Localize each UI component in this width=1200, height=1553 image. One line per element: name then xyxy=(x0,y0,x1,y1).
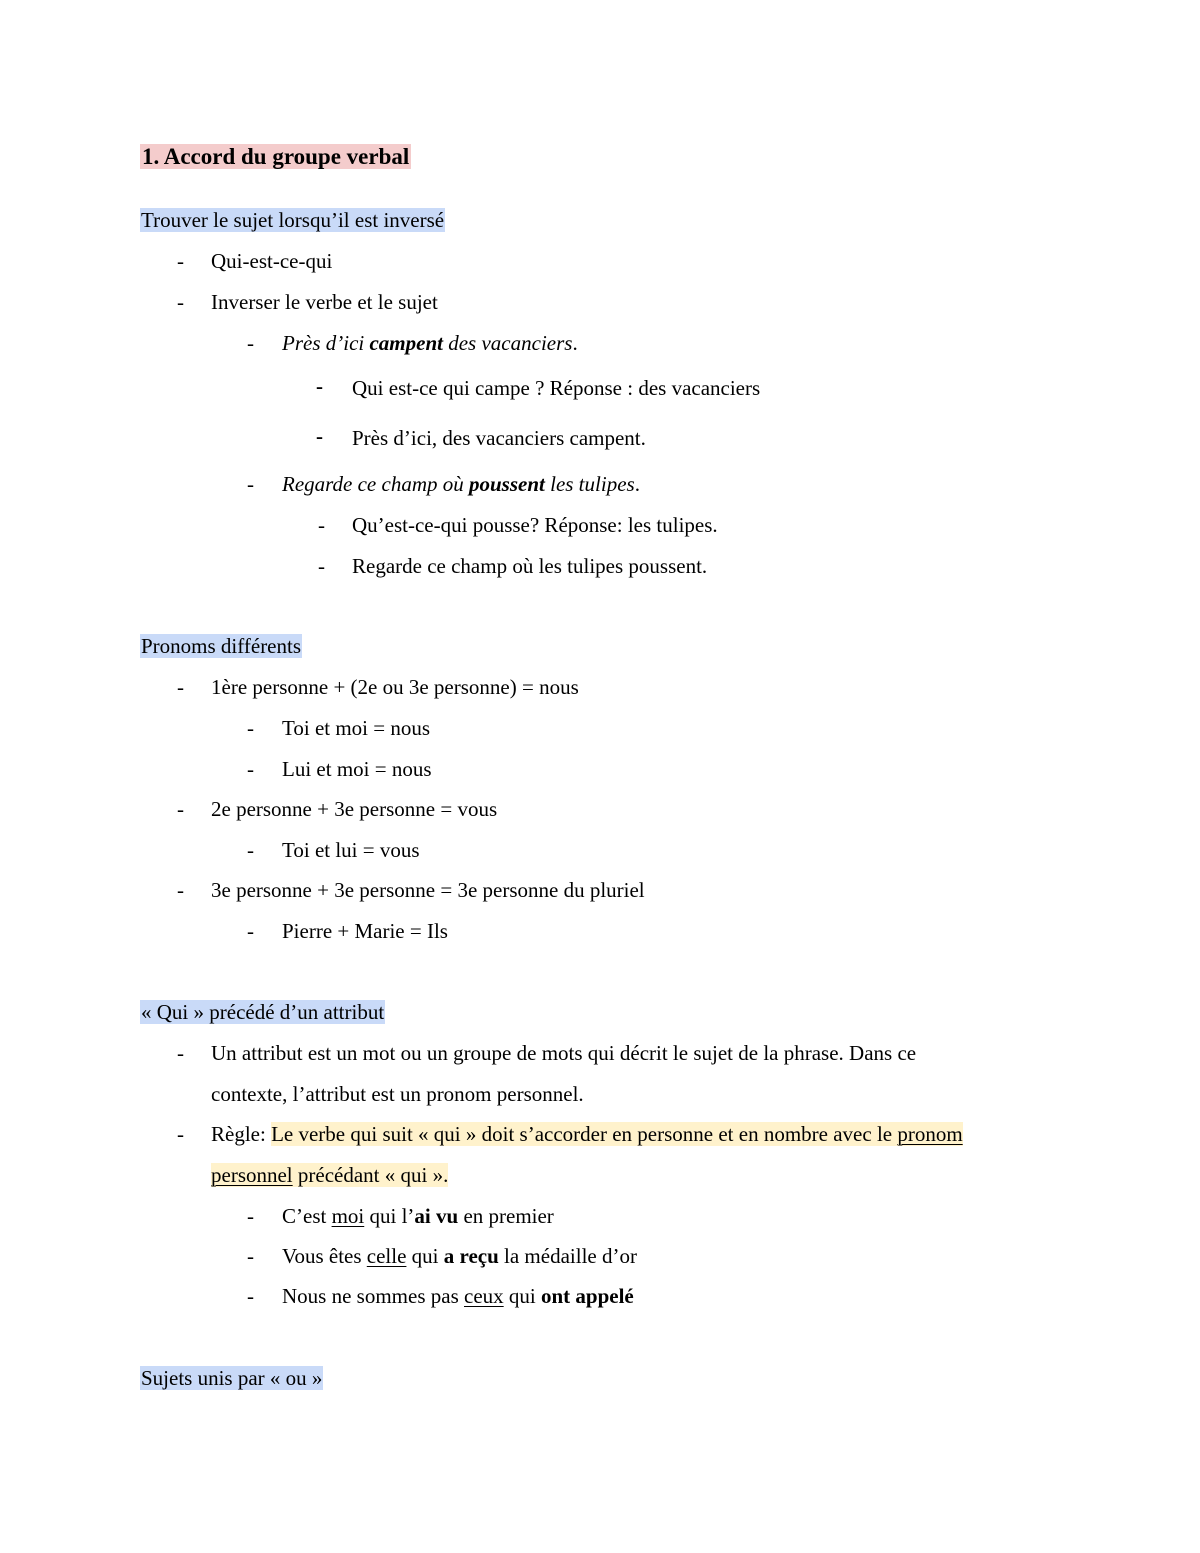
rule-text-a: Le verbe qui suit « qui » doit s’accorder en personne et en nombre avec le xyxy=(271,1122,898,1146)
rule-underlined-2: personnel xyxy=(211,1163,293,1187)
dash: - xyxy=(177,878,184,902)
dash: - xyxy=(247,1244,254,1268)
sec3-rule-line-2 xyxy=(211,1161,448,1189)
bullet-line xyxy=(318,552,325,580)
dash: - xyxy=(318,554,325,578)
dash: - xyxy=(247,1284,254,1308)
e3-a: Nous ne sommes pas xyxy=(282,1284,464,1308)
ex2-question: Qu’est-ce-qui pousse? Réponse: les tulipes. xyxy=(352,513,718,537)
ex1-verb: campent xyxy=(369,331,443,355)
bullet-line xyxy=(247,470,254,498)
section-heading: 1. Accord du groupe verbal xyxy=(142,144,410,169)
ex2-part-c: les tulipes xyxy=(544,472,635,496)
rule-underlined-1: pronom xyxy=(897,1122,963,1146)
sec1-title: Trouver le sujet lorsqu’il est inversé xyxy=(141,208,445,232)
ex2-period: . xyxy=(634,472,640,496)
bullet-line xyxy=(247,1242,254,1270)
sec1-item-1: Qui-est-ce-qui xyxy=(211,249,333,273)
bullet-line xyxy=(177,795,184,823)
sec2-rule-1: 1ère personne + (2e ou 3e personne) = nous xyxy=(211,675,579,699)
e2-b: qui xyxy=(406,1244,444,1268)
sec1-example-2 xyxy=(282,470,640,498)
e2-underlined: celle xyxy=(366,1244,407,1268)
e3-b: qui xyxy=(503,1284,541,1308)
sec2-rule-3: 3e personne + 3e personne = 3e personne du pluriel xyxy=(211,878,645,902)
dash: - xyxy=(247,919,254,943)
sec3-example-1 xyxy=(282,1202,554,1230)
sec4-title: Sujets unis par « ou » xyxy=(141,1366,323,1390)
ex1-question: Qui est-ce qui campe ? Réponse : des vacanciers xyxy=(352,376,761,400)
dash: - xyxy=(177,290,184,314)
ex1-period: . xyxy=(572,331,578,355)
sec2-line xyxy=(140,632,302,660)
dash: - xyxy=(247,716,254,740)
e3-underlined: ceux xyxy=(464,1284,504,1308)
ex1-part-a: Près d’ici xyxy=(282,331,370,355)
bullet-line xyxy=(177,876,184,904)
bullet-line xyxy=(316,422,323,450)
bullet-line xyxy=(247,755,254,783)
bullet-line xyxy=(177,247,184,275)
dash: - xyxy=(177,1122,184,1146)
dash: - xyxy=(177,249,184,273)
ex2-verb: poussent xyxy=(469,472,545,496)
sec2-rule-2: 2e personne + 3e personne = vous xyxy=(211,797,498,821)
bullet-line xyxy=(247,1202,254,1230)
ex2-rewrite: Regarde ce champ où les tulipes poussent. xyxy=(352,554,708,578)
sec3-definition-line-2: contexte, l’attribut est un pronom personnel. xyxy=(211,1082,584,1106)
dash: - xyxy=(316,374,323,398)
sec3-title: « Qui » précédé d’un attribut xyxy=(141,1000,385,1024)
e2-c: la médaille d’or xyxy=(498,1244,637,1268)
dash: - xyxy=(316,424,323,448)
bullet-line xyxy=(177,1120,184,1148)
bullet-line xyxy=(247,329,254,357)
e1-verb: ai vu xyxy=(414,1204,459,1228)
bullet-line xyxy=(177,673,184,701)
sec3-example-2 xyxy=(282,1242,637,1270)
dash: - xyxy=(247,472,254,496)
e1-underlined: moi xyxy=(331,1204,365,1228)
sec1-line xyxy=(140,206,445,234)
sec1-item-2: Inverser le verbe et le sujet xyxy=(211,290,438,314)
sec3-example-3 xyxy=(282,1282,634,1310)
sec2-rule-1a: Toi et moi = nous xyxy=(282,716,431,740)
sec2-rule-1b: Lui et moi = nous xyxy=(282,757,432,781)
e2-a: Vous êtes xyxy=(282,1244,367,1268)
dash: - xyxy=(177,797,184,821)
bullet-line xyxy=(247,714,254,742)
bullet-line xyxy=(247,836,254,864)
sec3-rule-line-1 xyxy=(211,1120,963,1148)
dash: - xyxy=(247,1204,254,1228)
dash: - xyxy=(177,675,184,699)
dash: - xyxy=(247,838,254,862)
sec2-rule-3a: Pierre + Marie = Ils xyxy=(282,919,448,943)
e1-b: qui l’ xyxy=(364,1204,415,1228)
e1-a: C’est xyxy=(282,1204,332,1228)
bullet-line xyxy=(177,288,184,316)
ex1-rewrite: Près d’ici, des vacanciers campent. xyxy=(352,426,646,450)
e2-verb: a reçu xyxy=(443,1244,499,1268)
dash: - xyxy=(247,331,254,355)
sec2-rule-2a: Toi et lui = vous xyxy=(282,838,420,862)
bullet-line xyxy=(247,917,254,945)
bullet-line xyxy=(318,511,325,539)
sec2-title: Pronoms différents xyxy=(141,634,302,658)
sec1-example-1 xyxy=(282,329,578,357)
dash: - xyxy=(177,1041,184,1065)
heading-line xyxy=(140,143,411,171)
sec3-definition-line-1: Un attribut est un mot ou un groupe de mots qui décrit le sujet de la phrase. Dans ce xyxy=(211,1041,917,1065)
e1-c: en premier xyxy=(458,1204,554,1228)
bullet-line xyxy=(316,372,323,400)
rule-label: Règle: xyxy=(211,1122,272,1146)
dash: - xyxy=(247,757,254,781)
e3-verb: ont appelé xyxy=(541,1284,634,1308)
rule-text-b: précédant « qui ». xyxy=(292,1163,449,1187)
sec3-line xyxy=(140,998,385,1026)
dash: - xyxy=(318,513,325,537)
ex2-part-a: Regarde ce champ où xyxy=(282,472,469,496)
ex1-part-c: des vacanciers xyxy=(442,331,573,355)
bullet-line xyxy=(247,1282,254,1310)
sec4-line xyxy=(140,1364,323,1392)
bullet-line xyxy=(177,1039,184,1067)
